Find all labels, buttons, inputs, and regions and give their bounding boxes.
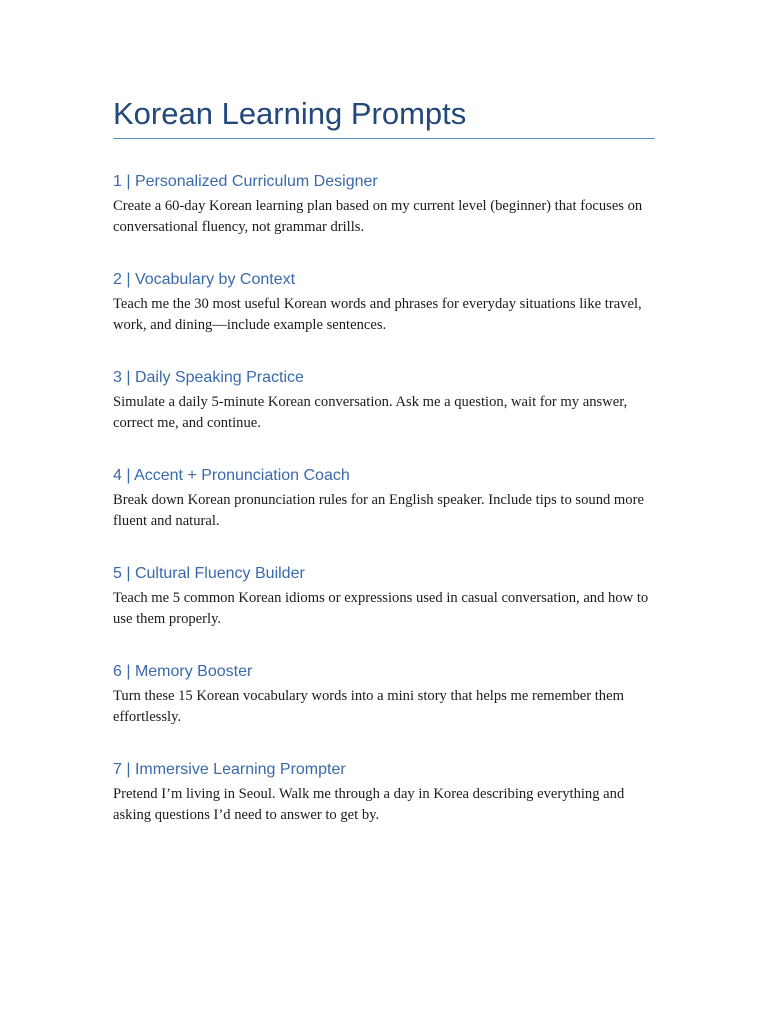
section-body: Teach me the 30 most useful Korean words and phrases for everyday situations like travel, work, and dining—include example sentences. — [113, 296, 642, 333]
prompt-section — [113, 269, 655, 336]
prompt-section — [113, 367, 655, 434]
section-heading: 5 | Cultural Fluency Builder — [113, 565, 305, 582]
prompt-section — [113, 661, 655, 728]
document-title: Korean Learning Prompts — [113, 92, 655, 139]
document-page — [113, 92, 655, 823]
section-heading: 6 | Memory Booster — [113, 663, 253, 680]
section-heading: 2 | Vocabulary by Context — [113, 271, 296, 288]
section-heading: 7 | Immersive Learning Prompter — [113, 761, 346, 778]
prompt-section — [113, 563, 655, 630]
section-heading: 1 | Personalized Curriculum Designer — [113, 173, 378, 190]
prompt-section — [113, 465, 655, 532]
section-body: Pretend I’m living in Seoul. Walk me through a day in Korea describing everything and asking questions I’d need to answer to get by. — [113, 786, 625, 823]
prompt-section — [113, 759, 655, 826]
section-body: Turn these 15 Korean vocabulary words into a mini story that helps me remember them effortlessly. — [113, 688, 624, 725]
section-heading: 4 | Accent + Pronunciation Coach — [113, 467, 350, 484]
section-body: Create a 60-day Korean learning plan based on my current level (beginner) that focuses on conversational fluency, not grammar drills. — [113, 198, 643, 235]
section-body: Simulate a daily 5-minute Korean conversation. Ask me a question, wait for my answer, correct me, and continue. — [113, 394, 628, 431]
section-heading: 3 | Daily Speaking Practice — [113, 369, 304, 386]
section-body: Break down Korean pronunciation rules for an English speaker. Include tips to sound more fluent and natural. — [113, 492, 644, 529]
prompt-section — [113, 171, 655, 238]
section-body: Teach me 5 common Korean idioms or expressions used in casual conversation, and how to use them properly. — [113, 590, 649, 627]
